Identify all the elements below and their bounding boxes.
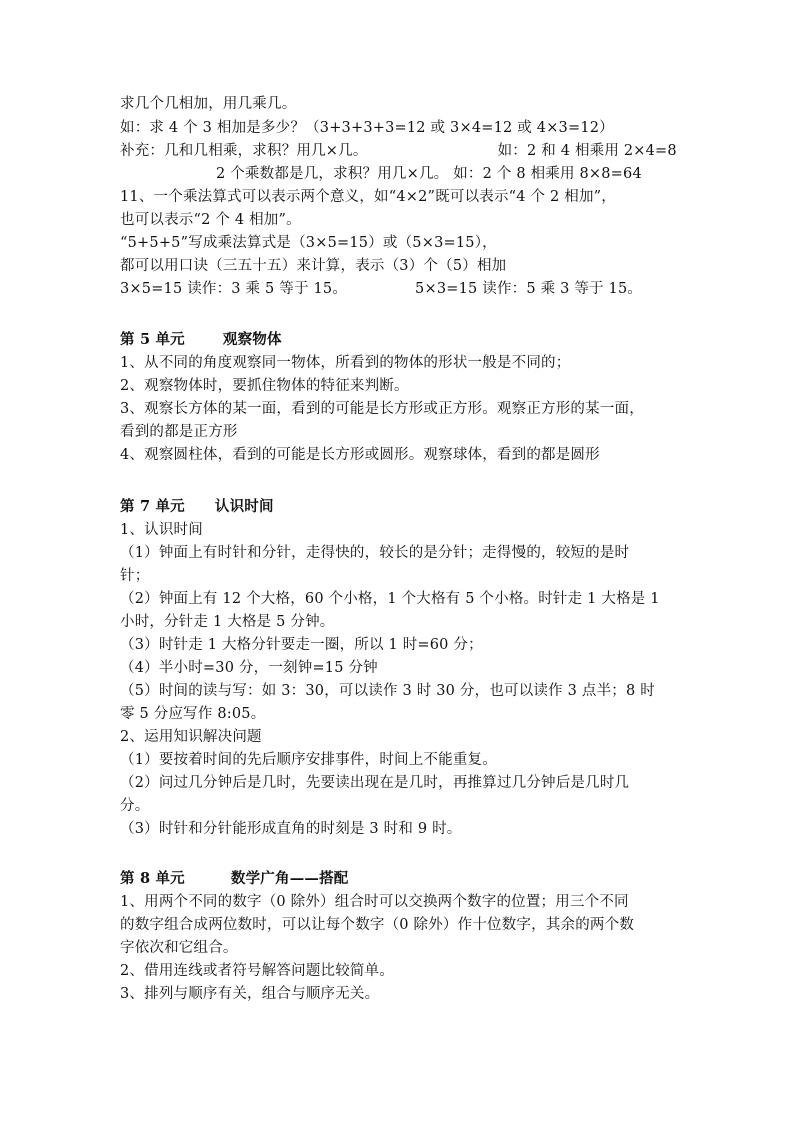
section-number: 第 8 单元: [120, 870, 185, 887]
text-line: （3）时针和分针能形成直角的时刻是 3 时和 9 时。: [120, 821, 462, 837]
text-line: （3）时针走 1 大格分针要走一圈，所以 1 时=60 分；: [120, 637, 483, 653]
text-line: 求几个几相加，用几乘几。: [120, 96, 297, 112]
text-line: 的数字组合成两位数时，可以让每个数字（0 除外）作十位数字，其余的两个数: [120, 917, 635, 933]
section-heading: [120, 869, 349, 889]
text-segment: 如：2 和 4 相乘用 2×4=8: [497, 143, 677, 159]
text-line: （1）要按着时间的先后顺序安排事件，时间上不能重复。: [120, 752, 497, 768]
text-line: （2）钟面上有 12 个大格，60 个小格，1 个大格有 5 个小格。时针走 1 大格是 1: [120, 591, 660, 607]
text-line: 字依次和它组合。: [120, 940, 238, 956]
text-line: 4、观察圆柱体，看到的可能是长方形或圆形。观察球体，看到的都是圆形: [120, 447, 600, 463]
section-title: 认识时间: [214, 498, 274, 515]
text-line: 1、用两个不同的数字（0 除外）组合时可以交换两个数字的位置；用三个不同: [120, 894, 629, 910]
text-segment: 3×5=15 读作：3 乘 5 等于 15。: [120, 281, 348, 297]
text-line: 都可以用口诀（三五十五）来计算，表示（3）个（5）相加: [120, 258, 507, 274]
section-number: 第 7 单元: [120, 498, 185, 515]
section-title: 数学广角——搭配: [230, 870, 349, 887]
section-number: 第 5 单元: [120, 331, 185, 348]
section-title: 观察物体: [222, 331, 282, 348]
text-segment: 补充：几和几相乘，求积？用几×几。: [120, 143, 368, 159]
text-line: 看到的都是正方形: [120, 424, 238, 440]
text-line: “5+5+5”写成乘法算式是（3×5=15）或（5×3=15），: [120, 235, 497, 251]
section-heading: [120, 497, 274, 517]
text-line: 2、运用知识解决问题: [120, 729, 262, 745]
text-line: [120, 141, 677, 161]
text-line: 2 个乘数都是几，求积？用几×几。 如：2 个 8 相乘用 8×8=64: [216, 166, 642, 182]
text-line: （5）时间的读与写：如 3：30，可以读作 3 时 30 分，也可以读作 3 点半；8 时: [120, 683, 655, 699]
text-line: 3、观察长方体的某一面，看到的可能是长方形或正方形。观察正方形的某一面，: [120, 401, 644, 417]
text-line: 也可以表示“2 个 4 相加”。: [120, 212, 301, 228]
text-segment: 5×3=15 读作：5 乘 3 等于 15。: [415, 281, 643, 297]
text-line: （2）问过几分钟后是几时，先要读出现在是几时，再推算过几分钟后是几时几: [120, 775, 630, 791]
text-line: 零 5 分应写作 8:05。: [120, 706, 266, 722]
text-line: 1、从不同的角度观察同一物体，所看到的物体的形状一般是不同的；: [120, 355, 571, 371]
text-line: （4）半小时=30 分，一刻钟=15 分钟: [120, 660, 378, 676]
text-line: 1、认识时间: [120, 522, 203, 538]
text-line: 如：求 4 个 3 相加是多少？（3+3+3+3=12 或 3×4=12 或 4×3=12）: [120, 120, 614, 136]
text-line: [120, 279, 642, 299]
text-line: （1）钟面上有时针和分针，走得快的，较长的是分针；走得慢的，较短的是时: [120, 545, 630, 561]
text-line: 3、排列与顺序有关，组合与顺序无关。: [120, 986, 380, 1002]
text-line: 针；: [120, 568, 150, 584]
text-line: 分。: [120, 798, 150, 814]
text-line: 2、借用连线或者符号解答问题比较简单。: [120, 963, 395, 979]
text-line: 11、一个乘法算式可以表示两个意义，如“4×2”既可以表示“4 个 2 相加”，: [120, 189, 616, 205]
section-heading: [120, 330, 282, 350]
text-line: 2、观察物体时，要抓住物体的特征来判断。: [120, 378, 409, 394]
text-line: 小时，分针走 1 大格是 5 分钟。: [120, 614, 335, 630]
